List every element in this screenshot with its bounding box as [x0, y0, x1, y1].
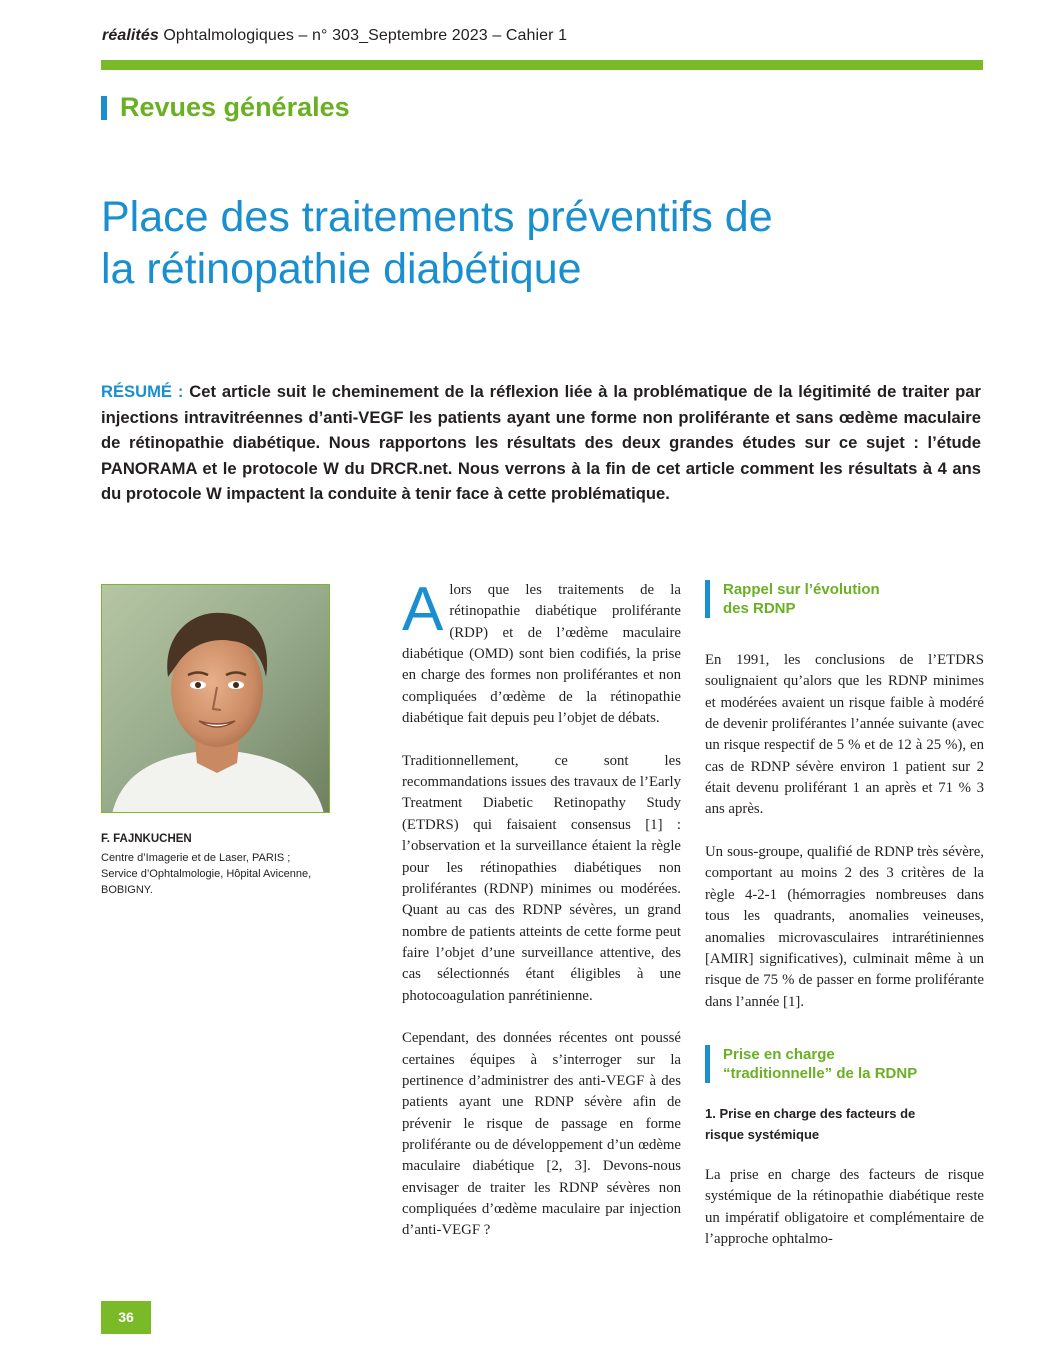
- subheading: [705, 580, 984, 618]
- author-affiliation: [101, 850, 351, 898]
- article-title: [101, 191, 981, 295]
- subheading-line: Prise en charge: [723, 1045, 835, 1063]
- subheading-line: risque systémique: [705, 1126, 820, 1142]
- issue-info: Ophtalmologiques – n° 303_Septembre 2023 – Cahier 1: [163, 27, 568, 44]
- author-photo: [101, 584, 330, 813]
- paragraph: [402, 575, 681, 729]
- section-marker: [101, 96, 107, 120]
- section-tag: [101, 92, 350, 123]
- journal-brand: réalités: [102, 27, 159, 44]
- subheading: [705, 1045, 984, 1083]
- sub-subheading: [705, 1103, 984, 1145]
- running-header: [102, 27, 567, 45]
- body-column-right: [705, 580, 984, 1272]
- paragraph: La prise en charge des facteurs de risque systémique de la rétinopathie diabétique reste un impératif obligatoire et complémentaire de l’approche ophtalmo-: [705, 1166, 984, 1247]
- subheading-line: “traditionnelle” de la RDNP: [723, 1064, 918, 1082]
- subheading-line: Rappel sur l’évolution: [723, 581, 880, 598]
- affiliation-line: Centre d’Imagerie et de Laser, PARIS ;: [101, 852, 291, 864]
- affiliation-line: BOBIGNY.: [101, 884, 153, 896]
- page-number: 36: [101, 1301, 151, 1334]
- abstract-label: RÉSUMÉ :: [101, 382, 184, 401]
- abstract: [101, 379, 981, 507]
- paragraph-text: lors que les traitements de la rétinopathie diabétique proliférante (RDP) et de l’œdème maculaire diabétique (OMD) sont bien codifiés, la prise en charge des formes non proliférantes et non compliquées d’œdème de la rétinopathie diabétique fait depuis peu l’objet de débats.: [402, 582, 681, 727]
- body-column-middle: [402, 575, 681, 1263]
- abstract-text: Cet article suit le cheminement de la réflexion liée à la problématique de la légitimité de traiter par injections intravitréennes d’anti-VEGF les patients ayant une forme non proliférante et sans œdème maculaire de rétinopathie diabétique. Nous rapportons les résultats des deux grandes études sur ce sujet : l’étude PANORAMA et le protocole W du DRCR.net. Nous verrons à la fin de cet article comment les résultats à 4 ans du protocole W impactent la conduite à tenir face à cette problématique.: [101, 382, 981, 503]
- section-tag-label: Revues générales: [120, 92, 350, 122]
- title-line-2: la rétinopathie diabétique: [101, 245, 582, 293]
- subheading-line: des RDNP: [723, 600, 796, 617]
- title-line-1: Place des traitements préventifs de: [101, 193, 773, 241]
- paragraph: Cependant, des données récentes ont poussé certaines équipes à s’interroger sur la pertinence d’administrer des anti-VEGF à des patients ayant une RDNP sévère afin de prévenir le risque de passage en forme proliférante ou de développement d’un œdème maculaire diabétique [2, 3]. Devons-nous envisager de traiter les RDNP sévères non compliquées d’œdème maculaire par injection d’anti-VEGF ?: [402, 1030, 681, 1239]
- paragraph: Traditionnellement, ce sont les recommandations issues des travaux de l’Early Treatment Diabetic Retinopathy Study (ETDRS) qui faisaient consensus [1] : l’observation et la surveillance étaient la règle pour les rétinopathies diabétiques non proliférantes (RDNP) minimes ou modérées. Quant au cas des RDNP sévères, un grand nombre de patients atteints de cette forme peut faire l’objet d’une surveillance attentive, des cas sélectionnés étant éligibles à une photocoagulation panrétinienne.: [402, 752, 681, 1004]
- author-name: F. FAJNKUCHEN: [101, 833, 192, 845]
- paragraph: Un sous-groupe, qualifié de RDNP très sévère, comportant au moins 2 des 3 critères de la règle 4-2-1 (hémorragies nombreuses dans tous les quadrants, anomalies veineuses, anomalies microvasculaires intrarétiniennes [AMIR] significatives), culminait même à un risque de 75 % de passer en forme proliférante dans l’année [1].: [705, 844, 984, 1010]
- subheading-line: 1. Prise en charge des facteurs de: [705, 1105, 916, 1121]
- paragraph: En 1991, les conclusions de l’ETDRS soulignaient qu’alors que les RDNP minimes et modérées avaient un risque faible à modéré de devenir proliférantes l’année suivante (avec un risque respectif de 5 % et de 12 à 25 %), en cas de RDNP sévère environ 1 patient sur 2 était devenu proliférant 1 an après et 71 % 3 ans après.: [705, 652, 984, 818]
- drop-cap: A: [402, 575, 444, 644]
- header-rule: [101, 60, 983, 70]
- affiliation-line: Service d’Ophtalmologie, Hôpital Avicenne,: [101, 868, 312, 880]
